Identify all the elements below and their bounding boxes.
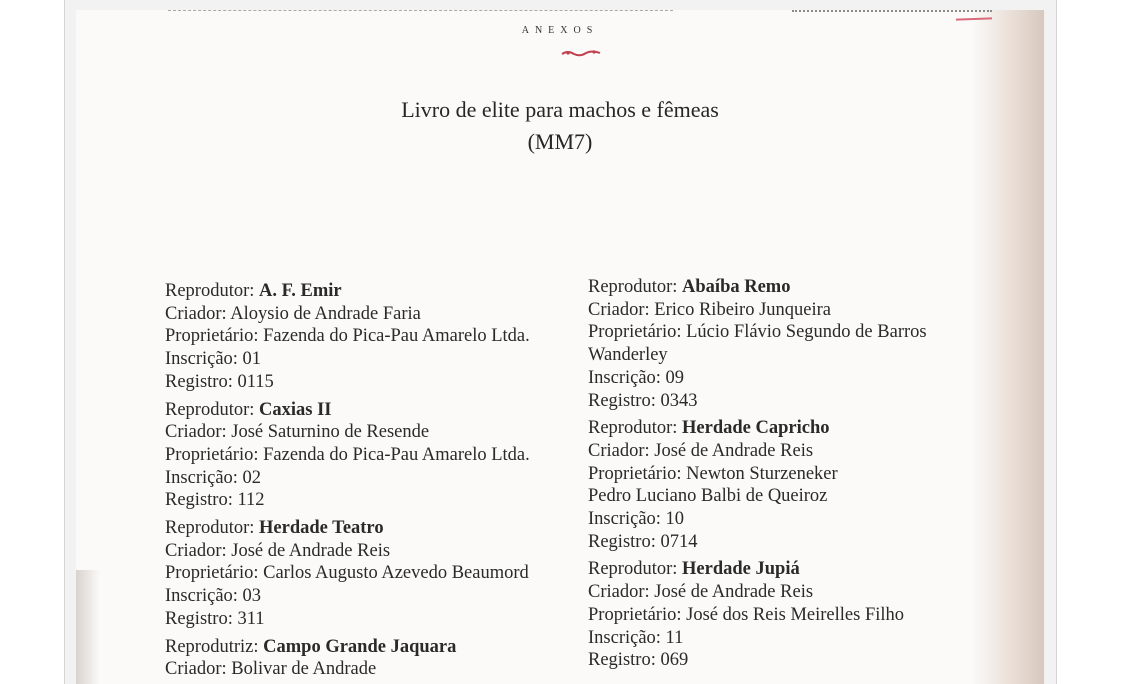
document-page [76,10,1044,684]
registry-entry [588,417,988,553]
entry-line: Criador: Bolivar de Andrade [165,659,377,680]
entry-line: Registro: 311 [165,608,265,629]
entry-name: Abaíba Remo [682,277,791,297]
entry-line: Registro: 112 [165,490,265,511]
entry-name: Campo Grande Jaquara [263,636,457,657]
entry-role: Reprodutor: [588,277,678,297]
entry-line: Proprietário: Fazenda do Pica-Pau Amarelo Ltda. [165,444,530,465]
entry-name: Herdade Jupiá [682,559,800,580]
entry-heading [165,636,565,659]
entry-line: Criador: José de Andrade Reis [588,582,814,603]
top-rule-right [792,10,992,12]
entry-role: Reprodutor: [165,518,255,539]
entry-line: Inscrição: 01 [165,349,262,370]
entry-line: Pedro Luciano Balbi de Queiroz [588,486,828,507]
entry-line: Proprietário: Lúcio Flávio Segundo de Barros [588,322,927,343]
ornament-icon [560,48,602,58]
entry-role: Reprodutriz: [165,636,259,657]
entry-heading [165,280,565,303]
entry-heading [165,399,565,422]
entry-name: A. F. Emir [259,281,342,301]
entry-line: Criador: Aloysio de Andrade Faria [165,303,421,324]
entry-line: Wanderley [588,345,668,366]
entry-line: Inscrição: 10 [588,509,685,530]
entry-name: Herdade Teatro [259,518,384,539]
title-line-1: Livro de elite para machos e fêmeas [401,97,719,122]
entry-heading [588,417,988,440]
registry-entry [588,558,988,672]
entry-line: Criador: José Saturnino de Resende [165,422,430,443]
entry-name: Herdade Capricho [682,418,830,439]
entry-line: Inscrição: 11 [588,627,684,648]
entry-line: Registro: 069 [588,650,689,671]
entry-name: Caxias II [259,399,332,420]
entry-heading [165,517,565,540]
section-header: ANEXOS [521,25,599,36]
entry-role: Reprodutor: [588,559,678,580]
registry-entry [165,517,565,631]
entry-line: Registro: 0714 [588,531,698,552]
entry-line: Inscrição: 03 [165,586,262,607]
entry-line: Criador: José de Andrade Reis [165,540,391,561]
entry-line: Proprietário: José dos Reis Meirelles Filho [588,604,905,625]
registry-entry [165,280,565,394]
entry-line: Proprietário: Fazenda do Pica-Pau Amarelo Ltda. [165,326,530,347]
entry-line: Registro: 0343 [588,390,698,411]
entry-line: Inscrição: 02 [165,467,262,488]
entry-line: Proprietário: Newton Sturzeneker [588,463,838,484]
title-line-2: (MM7) [527,129,593,154]
entry-role: Reprodutor: [165,281,255,301]
page-edge-shadow-left [76,570,100,684]
registry-entry [588,276,988,412]
entry-line: Proprietário: Carlos Augusto Azevedo Beaumord [165,563,529,584]
entry-role: Reprodutor: [165,399,255,420]
entry-line: Inscrição: 09 [588,367,685,388]
entry-heading [588,558,988,581]
entry-line: Registro: 0115 [165,371,274,392]
left-column [165,280,565,684]
page-title [76,94,1044,158]
right-column [588,276,988,677]
entry-line: Criador: Erico Ribeiro Junqueira [588,299,832,320]
entry-heading [588,276,988,299]
top-rule-left [168,10,673,11]
registry-entry [165,399,565,513]
entry-role: Reprodutor: [588,418,678,439]
registry-entry [165,636,565,681]
entry-line: Criador: José de Andrade Reis [588,440,814,461]
